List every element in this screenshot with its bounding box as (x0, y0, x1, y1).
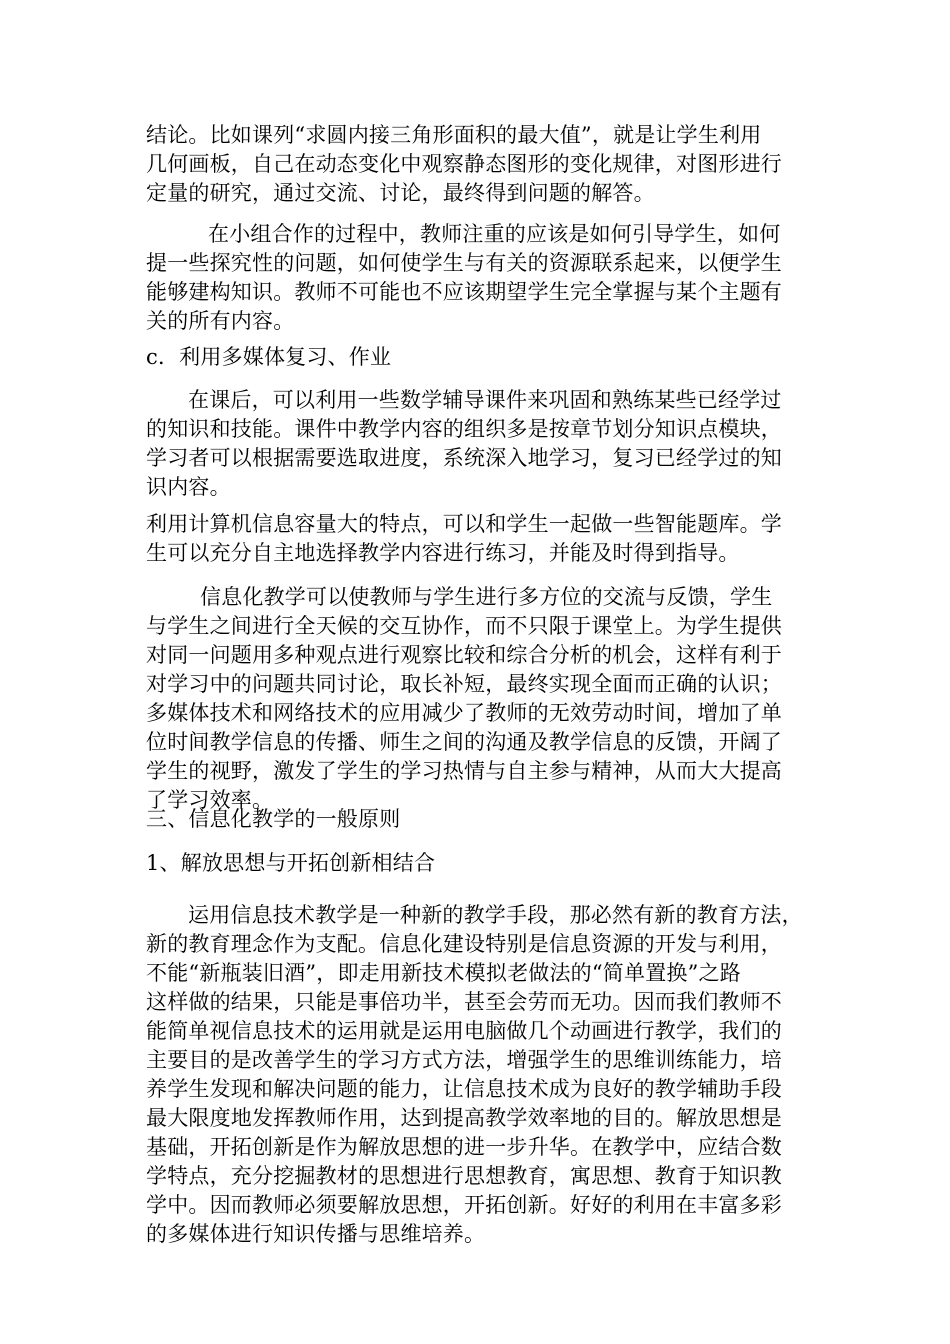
text-line: 提一些探究性的问题，如何使学生与有关的资源联系起来，以便学生 (146, 251, 782, 275)
text-line: 利用计算机信息容量大的特点，可以和学生一起做一些智能题库。学 (146, 512, 782, 536)
text-line: 位时间教学信息的传播、师生之间的沟通及教学信息的反馈，开阔了 (146, 730, 782, 754)
text-line: 能简单视信息技术的运用就是运用电脑做几个动画进行教学，我们的 (146, 1019, 782, 1043)
text-line: 学特点，充分挖掘教材的思想进行思想教育，寓思想、教育于知识教 (146, 1164, 782, 1188)
section-heading-c: c．利用多媒体复习、作业 (146, 345, 392, 369)
text-line: 学生的视野，激发了学生的学习热情与自主参与精神，从而大大提高 (146, 759, 782, 783)
text-line: 不能“新瓶装旧酒”，即走用新技术模拟老做法的“简单置换”之路 (146, 961, 741, 985)
text-line: 了学习效率。 (146, 788, 274, 812)
text-line: 能够建构知识。教师不可能也不应该期望学生完全掌握与某个主题有 (146, 280, 782, 304)
text-line: 养学生发现和解决问题的能力，让信息技术成为良好的教学辅助手段 (146, 1077, 782, 1101)
text-line: 生可以充分自主地选择教学内容进行练习，并能及时得到指导。 (146, 541, 740, 565)
text-line: 主要目的是改善学生的学习方式方法，增强学生的思维训练能力，培 (146, 1048, 782, 1072)
paragraph-group-cooperation (146, 220, 816, 336)
text-line: 在课后，可以利用一些数学辅导课件来巩固和熟练某些已经学过 (188, 388, 782, 412)
text-line: 最大限度地发挥教师作用，达到提高教学效率地的目的。解放思想是 (146, 1106, 782, 1130)
text-line: 学中。因而教师必须要解放思想，开拓创新。好好的利用在丰富多彩 (146, 1193, 782, 1217)
text-line: 学习者可以根据需要选取进度，系统深入地学习，复习已经学过的知 (146, 446, 782, 470)
text-line: 新的教育理念作为支配。信息化建设特别是信息资源的开发与利用， (146, 932, 782, 956)
paragraph-geometry-sketchpad (146, 121, 816, 208)
text-line: 运用信息技术教学是一种新的教学手段，那必然有新的教育方法， (188, 903, 803, 927)
section-heading-3: 三、信息化教学的一般原则 (146, 807, 401, 831)
text-line: 识内容。 (146, 475, 231, 499)
text-line: 与学生之间进行全天候的交互协作，而不只限于课堂上。为学生提供 (146, 614, 782, 638)
subsection-heading-1: 1、解放思想与开拓创新相结合 (146, 851, 436, 875)
paragraph-informatization-teaching (146, 583, 816, 815)
text-line: 的多媒体进行知识传播与思维培养。 (146, 1222, 486, 1246)
text-line: 关的所有内容。 (146, 309, 295, 333)
text-line: 基础，开拓创新是作为解放思想的进一步升华。在教学中，应结合数 (146, 1135, 782, 1159)
text-line: 多媒体技术和网络技术的应用减少了教师的无效劳动时间，增加了单 (146, 701, 782, 725)
paragraph-after-class (146, 386, 816, 502)
text-line: 信息化教学可以使教师与学生进行多方位的交流与反馈，学生 (200, 585, 773, 609)
text-line: 这样做的结果，只能是事倍功半，甚至会劳而无功。因而我们教师不 (146, 990, 782, 1014)
paragraph-question-bank (146, 510, 816, 568)
text-line: 结论。比如课列“求圆内接三角形面积的最大值”，就是让学生利用 (146, 123, 762, 147)
paragraph-emancipate-mind (146, 901, 816, 1249)
text-line: 对同一问题用多种观点进行观察比较和综合分析的机会，这样有利于 (146, 643, 782, 667)
text-line: 定量的研究，通过交流、讨论，最终得到问题的解答。 (146, 181, 655, 205)
text-line: 的知识和技能。课件中教学内容的组织多是按章节划分知识点模块， (146, 417, 782, 441)
text-line: 几何画板，自己在动态变化中观察静态图形的变化规律，对图形进行 (146, 152, 782, 176)
text-line: 在小组合作的过程中，教师注重的应该是如何引导学生，如何 (208, 222, 781, 246)
text-line: 对学习中的问题共同讨论，取长补短，最终实现全面而正确的认识； (146, 672, 782, 696)
